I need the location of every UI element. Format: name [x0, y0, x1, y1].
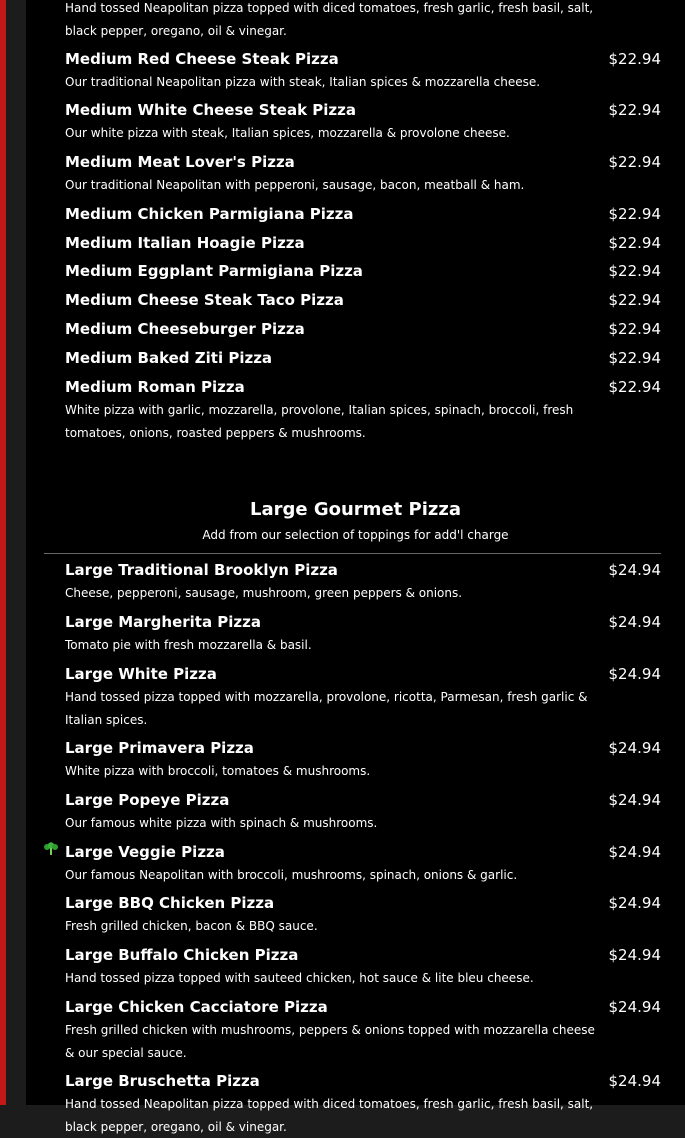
- menu-item[interactable]: [65, 790, 661, 835]
- item-description: Our traditional Neapolitan pizza with steak, Italian spices & mozzarella cheese.: [65, 75, 541, 89]
- item-price: $24.94: [608, 739, 661, 757]
- menu-item[interactable]: [65, 204, 661, 224]
- item-name: Large Buffalo Chicken Pizza: [65, 946, 299, 964]
- item-description: White pizza with broccoli, tomatoes & mushrooms.: [65, 764, 371, 778]
- item-description: Our famous Neapolitan with broccoli, mushrooms, spinach, onions & garlic.: [65, 868, 518, 882]
- item-name: Large Primavera Pizza: [65, 739, 254, 757]
- item-description: Hand tossed pizza topped with mozzarella, provolone, ricotta, Parmesan, fresh garlic & Italian spices.: [65, 690, 588, 727]
- item-price: $22.94: [608, 291, 661, 309]
- menu-item[interactable]: [65, 893, 661, 938]
- menu-item[interactable]: [65, 348, 661, 368]
- item-price: $22.94: [608, 153, 661, 171]
- item-price: $24.94: [608, 894, 661, 912]
- item-description: Our famous white pizza with spinach & mushrooms.: [65, 816, 378, 830]
- menu-item[interactable]: [65, 319, 661, 339]
- menu-item[interactable]: [65, 290, 661, 310]
- item-price: $22.94: [608, 205, 661, 223]
- item-name: Large Popeye Pizza: [65, 791, 230, 809]
- item-price: $24.94: [608, 1072, 661, 1090]
- section-divider: [44, 553, 661, 554]
- item-name: Medium Cheese Steak Taco Pizza: [65, 291, 344, 309]
- item-name: Medium Chicken Parmigiana Pizza: [65, 205, 354, 223]
- item-name: Medium White Cheese Steak Pizza: [65, 101, 356, 119]
- item-price: $24.94: [608, 613, 661, 631]
- item-price: $22.94: [608, 262, 661, 280]
- item-description: Hand tossed pizza topped with sauteed chicken, hot sauce & lite bleu cheese.: [65, 971, 534, 985]
- section-title: Large Gourmet Pizza: [250, 499, 461, 520]
- item-price: $22.94: [608, 378, 661, 396]
- item-price: $24.94: [608, 561, 661, 579]
- item-name: Large Bruschetta Pizza: [65, 1072, 260, 1090]
- item-description: Tomato pie with fresh mozzarella & basil.: [65, 638, 312, 652]
- item-price: $24.94: [608, 946, 661, 964]
- item-description: White pizza with garlic, mozzarella, provolone, Italian spices, spinach, broccoli, fresh tomatoes, onions, roasted peppers & mushrooms.: [65, 403, 574, 440]
- section-subtitle: Add from our selection of toppings for add'l charge: [202, 528, 509, 542]
- item-price: $22.94: [608, 50, 661, 68]
- item-name: Large Veggie Pizza: [65, 843, 225, 861]
- menu-item[interactable]: [65, 664, 661, 731]
- item-description: Hand tossed Neapolitan pizza topped with diced tomatoes, fresh garlic, fresh basil, salt, black pepper, oregano, oil & vinegar.: [65, 1097, 594, 1134]
- item-name: Medium Eggplant Parmigiana Pizza: [65, 262, 363, 280]
- menu-item[interactable]: [65, 233, 661, 253]
- item-name: Medium Meat Lover's Pizza: [65, 153, 295, 171]
- item-price: $22.94: [608, 234, 661, 252]
- menu-item[interactable]: [65, 49, 661, 94]
- menu-item[interactable]: [65, 261, 661, 281]
- item-name: Medium Roman Pizza: [65, 378, 245, 396]
- menu-panel: [26, 0, 685, 1134]
- item-description: Our white pizza with steak, Italian spices, mozzarella & provolone cheese.: [65, 126, 510, 140]
- item-name: Large Margherita Pizza: [65, 613, 262, 631]
- item-price: $22.94: [608, 101, 661, 119]
- item-description: Hand tossed Neapolitan pizza topped with diced tomatoes, fresh garlic, fresh basil, salt, black pepper, oregano, oil & vinegar.: [65, 1, 594, 38]
- menu-item[interactable]: [65, 377, 661, 444]
- item-price: $24.94: [608, 791, 661, 809]
- menu-item[interactable]: [65, 945, 661, 990]
- menu-item[interactable]: [65, 152, 661, 197]
- item-name: Medium Cheeseburger Pizza: [65, 320, 305, 338]
- menu-item[interactable]: [65, 842, 661, 887]
- menu-item[interactable]: [65, 100, 661, 145]
- menu-item[interactable]: [65, 738, 661, 783]
- vegetarian-broccoli-icon: [43, 842, 59, 856]
- item-description: Fresh grilled chicken with mushrooms, peppers & onions topped with mozzarella cheese & our special sauce.: [65, 1023, 595, 1060]
- item-price: $24.94: [608, 843, 661, 861]
- item-name: Medium Baked Ziti Pizza: [65, 349, 273, 367]
- menu-item[interactable]: [65, 997, 661, 1064]
- item-description: Cheese, pepperoni, sausage, mushroom, green peppers & onions.: [65, 586, 463, 600]
- item-price: $24.94: [608, 998, 661, 1016]
- item-name: Medium Italian Hoagie Pizza: [65, 234, 305, 252]
- menu-item[interactable]: [65, 560, 661, 605]
- item-name: Medium Red Cheese Steak Pizza: [65, 50, 339, 68]
- item-price: $24.94: [608, 665, 661, 683]
- left-accent-bar: [0, 0, 6, 1105]
- item-name: Large Chicken Cacciatore Pizza: [65, 998, 328, 1016]
- item-name: Large Traditional Brooklyn Pizza: [65, 561, 338, 579]
- menu-item[interactable]: [65, 612, 661, 657]
- item-price: $22.94: [608, 320, 661, 338]
- item-description: Fresh grilled chicken, bacon & BBQ sauce.: [65, 919, 318, 933]
- item-name: Large BBQ Chicken Pizza: [65, 894, 275, 912]
- item-price: $22.94: [608, 349, 661, 367]
- item-description: Our traditional Neapolitan with pepperoni, sausage, bacon, meatball & ham.: [65, 178, 525, 192]
- item-name: Large White Pizza: [65, 665, 217, 683]
